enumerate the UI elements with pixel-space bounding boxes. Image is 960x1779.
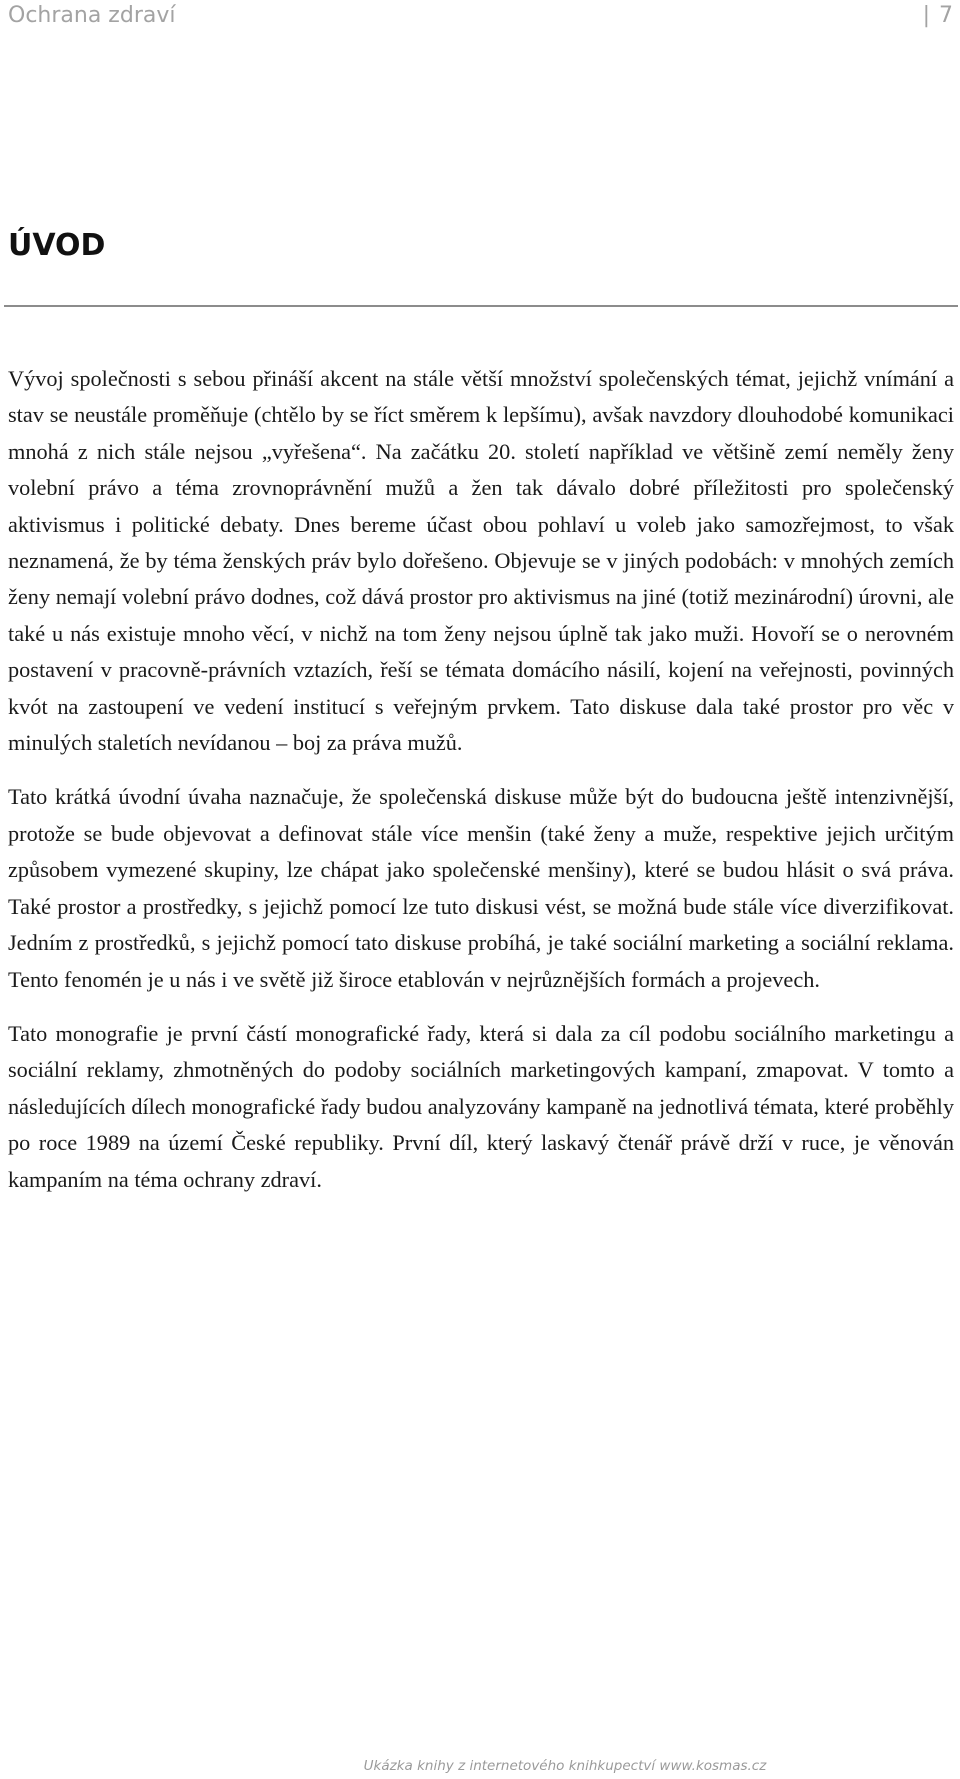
- running-header-title: Ochrana zdraví: [8, 2, 176, 28]
- page-number: | 7: [922, 2, 954, 28]
- paragraph-3: Tato monografie je první částí monografické řady, která si dala za cíl podobu sociálního marketingu a sociální reklamy, zhmotněných do podoby sociálních marketingových kampaní, zmapovat. V tomto a následujících dílech monografické řady budou analyzovány kampaně na jednotlivá témata, které proběhly po roce 1989 na území České republiky. První díl, který laskavý čtenář právě drží v ruce, je věnován kampaním na téma ochrany zdraví.: [8, 1020, 954, 1192]
- paragraph-2: Tato krátká úvodní úvaha naznačuje, že společenská diskuse může být do budoucna ještě intenzivnější, protože se bude objevovat a definovat stále více menšin (také ženy a muže, respektive jejich určitým způsobem vymezené skupiny, lze chápat jako společenské menšiny), které se budou hlásit o svá práva. Také prostor a prostředky, s jejichž pomocí lze tuto diskusi vést, se možná bude stále více diverzifikovat. Jedním z prostředků, s jejichž pomocí tato diskuse probíhá, je také sociální marketing a sociální reklama. Tento fenomén je u nás i ve světě již široce etablován v nejrůznějších formách a projevech.: [8, 784, 954, 992]
- paragraph-1: Vývoj společnosti s sebou přináší akcent na stále větší množství společenských témat, jejichž vnímání a stav se neustále proměňuje (chtělo by se říct směrem k lepšímu), avšak navzdory dlouhodobé komunikaci mnohá z nich stále nejsou „vyřešena“. Na začátku 20. století například ve většině zemí neměly ženy volební právo a téma zrovnoprávnění mužů a žen tak dávalo dobré příležitosti pro společenský aktivismus i politické debaty. Dnes bereme účast obou pohlaví u voleb jako samozřejmost, to však neznamená, že by téma ženských práv bylo dořešeno. Objevuje se v jiných podobách: v mnohých zemích ženy nemají volební právo dodnes, což dává prostor pro aktivismus na jiné (totiž mezinárodní) úrovni, ale také u nás existuje mnoho věcí, v nichž na tom ženy nejsou úplně tak jako muži. Hovoří se o nerovném postavení v pracovně-právních vztazích, řeší se témata domácího násilí, kojení na veřejnosti, povinných kvót na zastoupení ve vedení institucí s veřejným prvkem. Tato diskuse dala také prostor pro věc v minulých staletích nevídanou – boj za práva mužů.: [8, 366, 954, 756]
- footer-watermark: Ukázka knihy z internetového knihkupectví www.kosmas.cz: [363, 1758, 767, 1774]
- running-header: [8, 0, 954, 30]
- title-divider: [4, 305, 958, 307]
- chapter-title: ÚVOD: [8, 228, 106, 263]
- body-text: [8, 361, 954, 1198]
